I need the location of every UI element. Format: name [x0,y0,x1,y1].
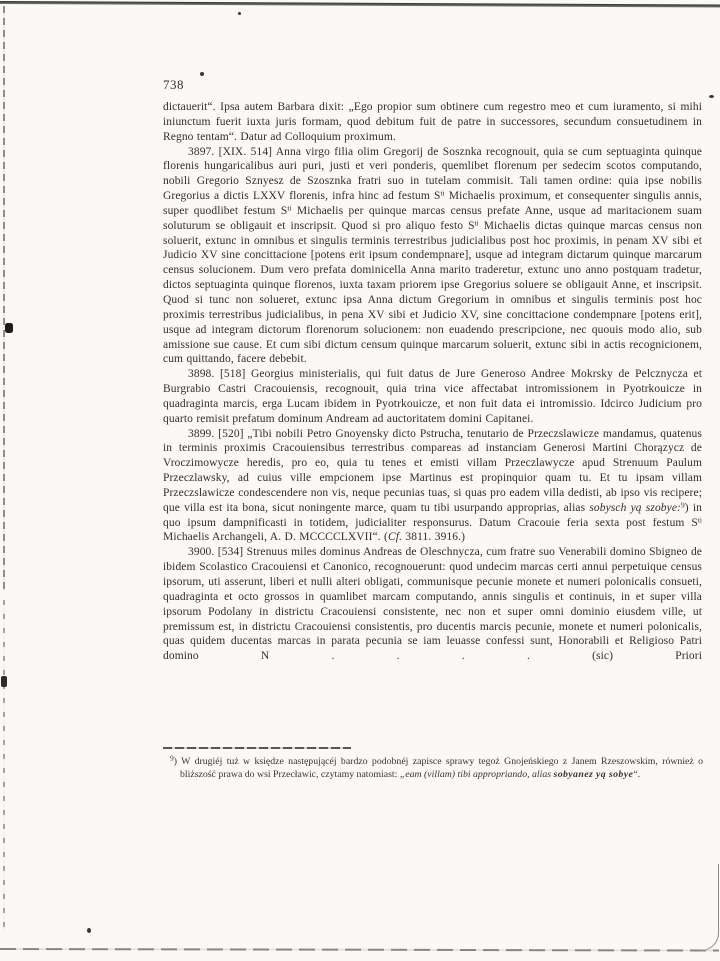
scan-edge-line-bottom [0,948,719,951]
ink-blob-left-upper [5,323,13,333]
page-number: 738 [163,77,184,92]
ink-blob-left-lower [1,676,7,687]
scan-edge-line-top [0,1,720,8]
entry-3898: 3898. [518] Georgius ministerialis, qui fuit datus de Jure Generoso Andree Mokrsky de Pelcznycza et Burgrabio Castri Cracouiensis, recognouit, quia trina vice affectabat intromissionem in Pyotrkouicze in quadraginta marcis, erga Lucam ibidem in Pyotrkouicze, et non fuit data ei intromissio. Idcirco Judicium pro quarto remisit prefatum dominum Andream ad auctoritatem domini Capitanei. [163,368,702,425]
scan-edge-line-left-lower [3,600,5,930]
footnote-text: $^9$) W drugiéj tuż w księdze następującéj bardzo podobnéj zapisce sprawy tegoż Gnojeńskiego z Janem Rzeszowskim, również o bliższość prawa do wsi Przecławic, czytamy natomiast: „eam (villam) tibi appropriando, alias sobyanez yą sobye“. [170,753,703,781]
text-block [163,100,702,664]
entry-3900: 3900. [534] Strenuus miles dominus Andreas de Oleschnycza, cum fratre suo Venerabili domino Sbigneo de ibidem Scolastico Cracouiensi et Canonico, recognouerunt: quod undecim marcas certi annui perpetuique census ipsorum, uti asserunt, liberi et nulli alteri obligati, communisque pecunie monete et numeri polonicalis consueti, quadraginta et octo grossos in quamlibet marcam computando, annis singulis et continuis, in et super villa ipsorum Podolany in districtu Cracouiensi consistente, nec non et super omni dominio eiusdem ville, ut premissum est, in districtu Cracouiensi consistentis, pro ducentis marcis pecunie, monete et numeri polonicalis, quas quidem ducentas marcas in parata pecunia se iam leuasse confessi sunt, Honorabili et Religioso Patri domino N . . . . (sic) Priori [163,546,702,663]
scan-edge-line-left [3,6,5,591]
entry-3899: 3899. [520] „Tibi nobili Petro Gnoyensky dicto Pstrucha, tenutario de Przeczslawicze mandamus, quatenus in terminis proximis Cracouiensibus terrestribus compareas ad instanciam Generosi Martini Chorązycz de Vroczimowycze heredis, pro eo, quia tu tenes et emisti villam Przeczlawycze apud Strenuum Paulum Przeczlawsky, ad cuius ville empcionem ipse Martinus est propinquior quam tu. Et tu ipsam villam Przeczslawicze condescendere non vis, neque pecunias tuas, si quas pro eadem villa dedisti, ab ipso vis recipere; que villa est ita bona, sicut noningente marce, quam tu tibi usurpando approprias, alias sobysch yą szobye:$^9$) in quo ipsum dampnificasti in totidem, judicialiter responsurus. Datum Cracouie feria sexta post festum $S^{ti}$ Michaelis Archangeli, A. D. MCCCCLXVII“. (Cf. 3811. 3916.) [163,427,702,544]
footnote [163,755,703,782]
scan-corner-curve [700,864,719,951]
scan-speck [238,12,241,15]
footnote-separator-rule [163,747,351,749]
paragraph-continuation: dictauerit“. Ipsa autem Barbara dixit: „Ego propior sum obtinere cum regestro meo et cum iuramento, si mihi iniunctum fuerit iuxta juris formam, quod debitum fuit de patre in successores, secundum consuetudinem in Regno tentam“. Datur ad Colloquium proximum. [163,101,702,143]
entry-3897: 3897. [XIX. 514] Anna virgo filia olim Gregorij de Sosznka recognouit, quia se cum septuaginta quinque florenis hungaricalibus auri puri, justi et veri ponderis, quemlibet florenum per sedecim scotos computando, nobili Gregorio Sznyesz de Szosznka fratri suo in tutelam commisit. Tali tamen ordine: quia ipse nobilis Gregorius a dictis LXXV florenis, infra hinc ad festum $S^{ti}$ Michaelis proximum, et consequenter singulis annis, super quodlibet festum $S^{ti}$ Michaelis per quinque marcas census prefate Anne, usque ad maritacionem suam soluturum se obligauit et inscripsit. Quod si pro aliquo festo $S^{ti}$ Michaelis dictas quinque marcas census non soluerit, extunc in omnibus et singulis terminis terrestribus judicialibus post hoc proximis, in penam XV sibi et Judicio XV sine concittacione [potens erit ipsum condempnare], usque ad integram dictarum quinque marcarum census solucionem. Dum vero prefata dominicella Anna marito traderetur, extunc uno anno postquam tradetur, dictos septuaginta quinque florenos, iuxta taxam priorem ipse Gregorius soluere se obligauit Anne, et inscripsit. Quod si tunc non solueret, extunc ipsa Anna dictum Gregorium in omnibus et singulis terminis post hoc proximis terrestribus judicialibus, in pena XV sibi et Judicio XV, sine concittacione condempnare [potens erit], usque ad integram dictorum florenorum solucionem: non euadendo prescripcione, nec quouis modo alio, sub amissione sue cause. Et cum sibi dictum censum quinque marcarum soluerit, extunc sibi in actis recognicionem, cum quittando, facere debebit. [163,145,703,366]
scan-speck [87,928,91,933]
scan-speck [709,95,714,98]
scan-speck [200,72,204,76]
